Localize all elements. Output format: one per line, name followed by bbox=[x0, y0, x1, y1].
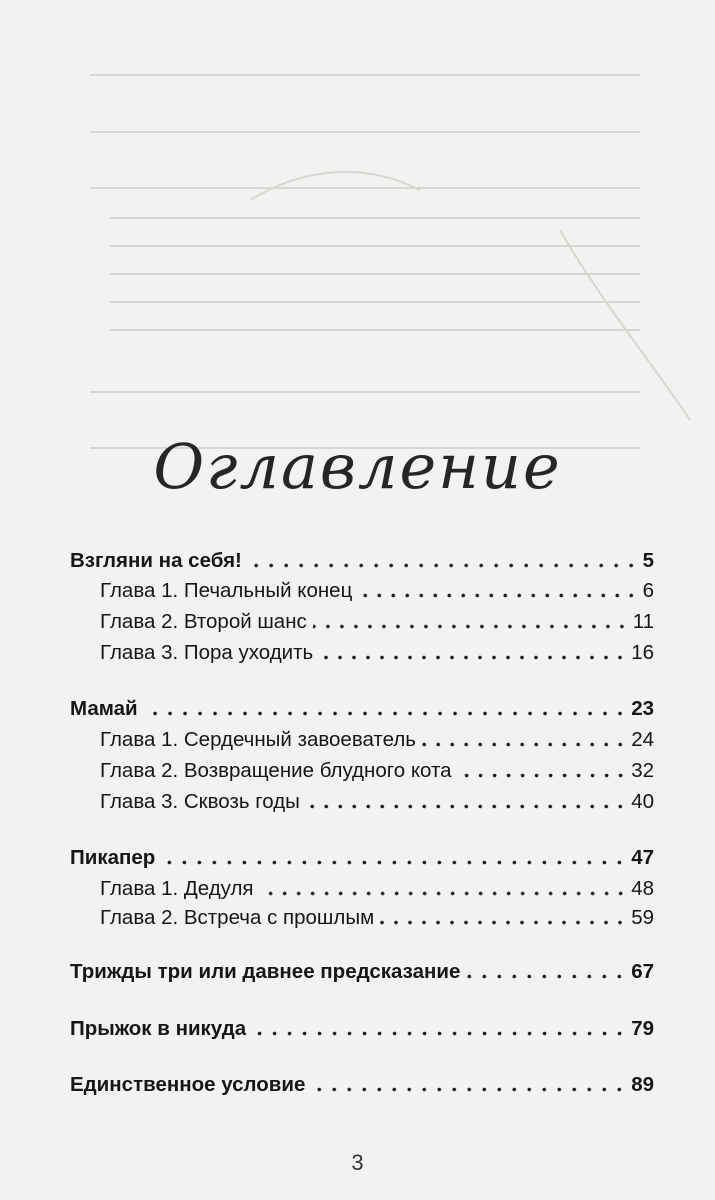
toc-entry-title: Прыжок в никуда bbox=[70, 1017, 247, 1040]
toc-part-entry bbox=[70, 1016, 654, 1042]
toc-chapter-entry bbox=[70, 609, 654, 635]
toc-entry-title: Единственное условие bbox=[70, 1073, 306, 1096]
toc-entry-title: Трижды три или давнее предсказание bbox=[70, 960, 461, 983]
toc-part-entry bbox=[70, 959, 654, 985]
dot-leader bbox=[252, 1031, 627, 1036]
dot-leader bbox=[380, 920, 627, 925]
dot-leader bbox=[466, 974, 627, 979]
dot-leader bbox=[306, 804, 627, 809]
toc-entry-title: Глава 2. Второй шанс bbox=[100, 610, 307, 633]
toc-entry-page: 16 bbox=[631, 641, 654, 664]
toc-entry-page: 59 bbox=[631, 906, 654, 929]
toc-entry-page: 79 bbox=[631, 1017, 654, 1040]
toc-entry-page: 5 bbox=[642, 549, 654, 572]
toc-entry-title: Глава 1. Сердечный завоеватель bbox=[100, 728, 416, 751]
toc-entry-title: Глава 2. Возвращение блудного кота bbox=[100, 759, 452, 782]
toc-entry-page: 47 bbox=[631, 846, 654, 869]
toc-part-entry bbox=[70, 696, 654, 722]
toc-chapter-entry bbox=[70, 758, 654, 784]
toc-chapter-entry bbox=[70, 789, 654, 815]
toc-heading: Оглавление bbox=[153, 430, 562, 503]
dot-leader bbox=[313, 624, 629, 629]
dot-leader bbox=[311, 1087, 627, 1092]
toc-entry-page: 67 bbox=[631, 960, 654, 983]
toc-entry-title: Глава 1. Печальный конец bbox=[100, 579, 353, 602]
toc-entry-title: Глава 3. Пора уходить bbox=[100, 641, 314, 664]
toc-chapter-entry bbox=[70, 578, 654, 604]
toc-entry-title: Глава 1. Дедуля bbox=[100, 877, 254, 900]
toc-chapter-entry bbox=[70, 727, 654, 753]
toc-entry-page: 6 bbox=[642, 579, 654, 602]
toc-part-entry bbox=[70, 845, 654, 871]
toc-entry-page: 32 bbox=[631, 759, 654, 782]
dot-leader bbox=[144, 711, 628, 716]
dot-leader bbox=[161, 860, 627, 865]
toc-entry-title: Взгляни на себя! bbox=[70, 549, 242, 572]
dot-leader bbox=[458, 773, 628, 778]
dot-leader bbox=[260, 891, 628, 896]
dot-leader bbox=[248, 563, 639, 568]
toc-entry-page: 11 bbox=[632, 610, 654, 633]
toc-chapter-entry bbox=[70, 876, 654, 902]
toc-entry-page: 23 bbox=[631, 697, 654, 720]
dot-leader bbox=[319, 655, 627, 660]
toc-entry-page: 40 bbox=[631, 790, 654, 813]
page-number: 3 bbox=[351, 1150, 364, 1175]
toc-entry-title: Пикапер bbox=[70, 846, 156, 869]
toc-entry-title: Глава 3. Сквозь годы bbox=[100, 790, 300, 813]
toc-entry-page: 89 bbox=[631, 1073, 654, 1096]
toc-entry-page: 48 bbox=[631, 877, 654, 900]
toc-chapter-entry bbox=[70, 905, 654, 931]
toc-part-entry bbox=[70, 1072, 654, 1098]
toc-entry-title: Глава 2. Встреча с прошлым bbox=[100, 906, 375, 929]
dot-leader bbox=[422, 742, 627, 747]
dot-leader bbox=[358, 593, 638, 598]
toc-entry-page: 24 bbox=[631, 728, 654, 751]
toc-part-entry bbox=[70, 548, 654, 574]
toc-entry-title: Мамай bbox=[70, 697, 138, 720]
toc-chapter-entry bbox=[70, 640, 654, 666]
